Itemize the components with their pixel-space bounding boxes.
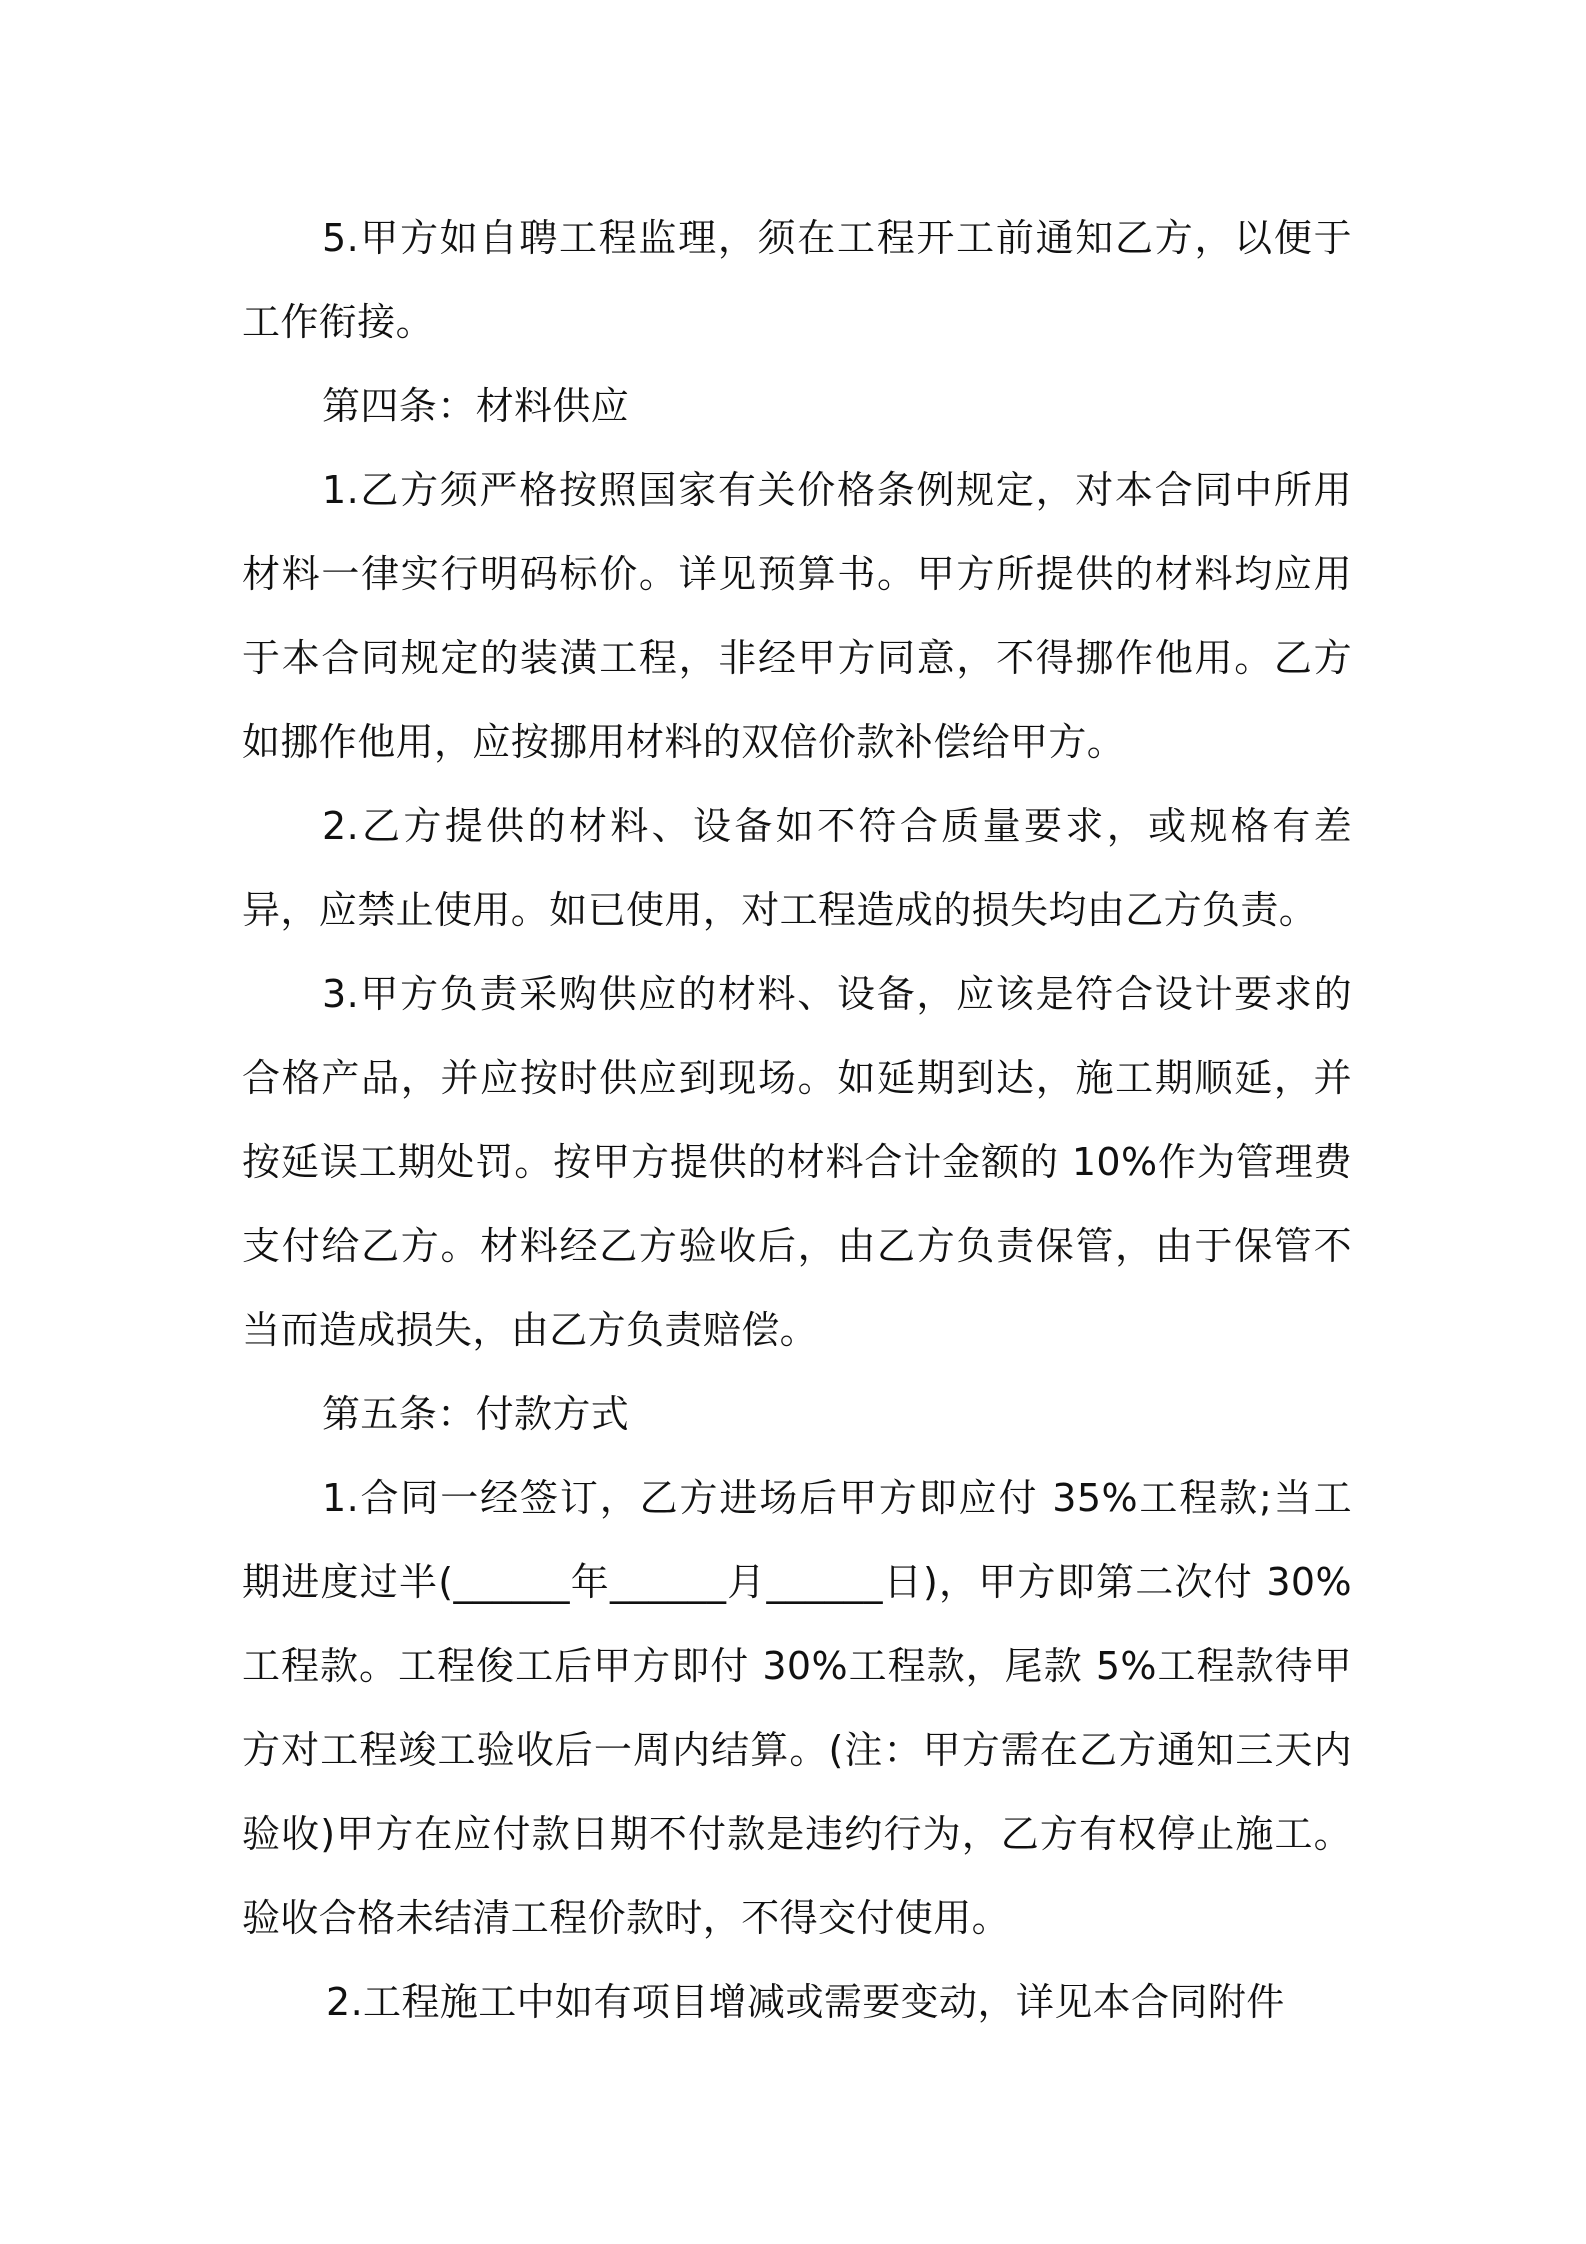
- paragraph-5-supervision: 5.甲方如自聘工程监理，须在工程开工前通知乙方，以便于工作衔接。: [242, 216, 1352, 344]
- paragraph-5-2-changes: 2.工程施工中如有项目增减或需要变动，详见本合同附件: [326, 1980, 1285, 2024]
- paragraph-5-1-payment: 1.合同一经签订，乙方进场后甲方即应付 35%工程款;当工期进度过半(______年______月______日)，甲方即第二次付 30%工程款。工程俊工后甲方即付 30%工程款，尾款 5%工程款待甲方对工程竣工验收后一周内结算。(注：甲方需在乙方通知三天内验收)甲方在应付款日期不付款是违约行为，乙方有权停止施工。验收合格未结清工程价款时，不得交付使用。: [242, 1476, 1352, 1940]
- heading-article-4: 第四条：材料供应: [322, 384, 630, 428]
- paragraph-4-3-procurement: 3.甲方负责采购供应的材料、设备，应该是符合设计要求的合格产品，并应按时供应到现场。如延期到达，施工期顺延，并按延误工期处罚。按甲方提供的材料合计金额的 10%作为管理费支付给乙方。材料经乙方验收后，由乙方负责保管，由于保管不当而造成损失，由乙方负责赔偿。: [242, 972, 1352, 1352]
- heading-article-5: 第五条：付款方式: [322, 1392, 630, 1436]
- paragraph-4-1-pricing: 1.乙方须严格按照国家有关价格条例规定，对本合同中所用材料一律实行明码标价。详见预算书。甲方所提供的材料均应用于本合同规定的装潢工程，非经甲方同意，不得挪作他用。乙方如挪作他用，应按挪用材料的双倍价款补偿给甲方。: [242, 468, 1352, 764]
- document-body: [242, 196, 1352, 2044]
- paragraph-4-2-quality: 2.乙方提供的材料、设备如不符合质量要求，或规格有差异，应禁止使用。如已使用，对工程造成的损失均由乙方负责。: [242, 804, 1352, 932]
